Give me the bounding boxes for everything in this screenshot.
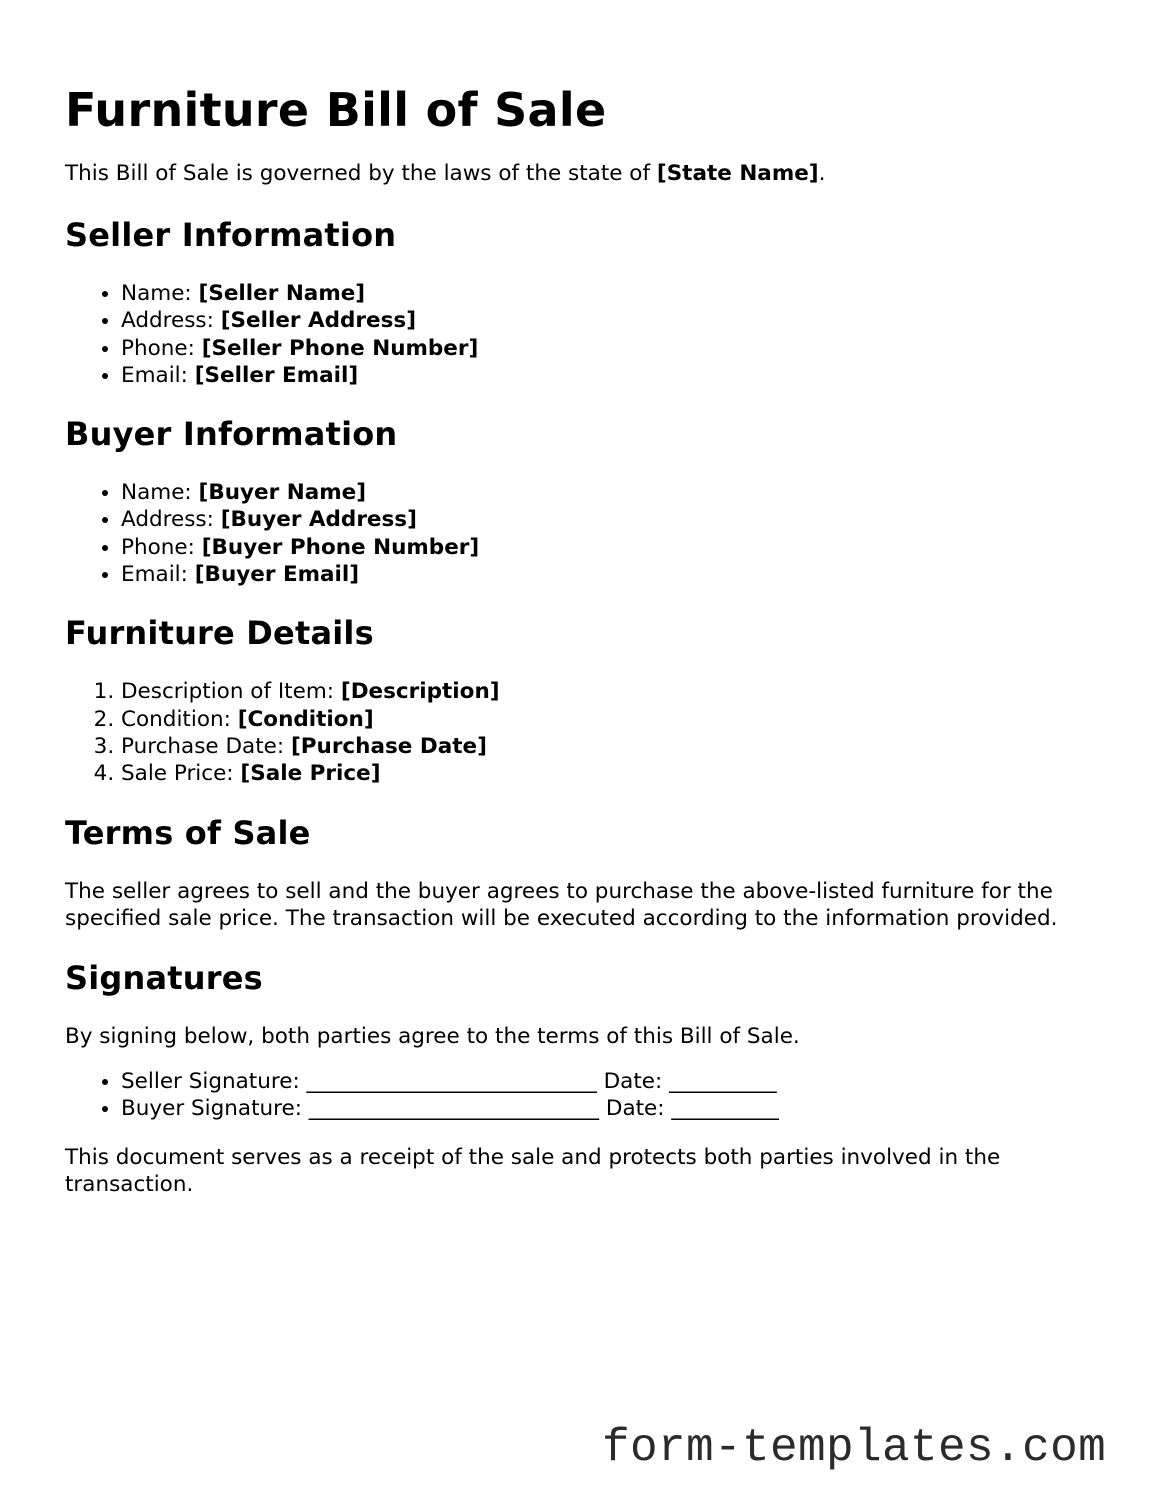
intro-paragraph: [65, 160, 1105, 187]
document-page: [65, 84, 1105, 1198]
item-value: [Sale Price]: [240, 761, 381, 787]
page-title: Furniture Bill of Sale: [65, 83, 607, 137]
list-item: [121, 280, 1105, 307]
list-item: [121, 307, 1105, 334]
item-label: Email:: [121, 562, 195, 588]
item-value: [Seller Email]: [194, 362, 359, 388]
intro-text: This Bill of Sale is governed by the laws of the state of: [65, 161, 657, 186]
item-label: Description of Item:: [121, 679, 341, 705]
item-label: Phone:: [121, 335, 202, 361]
furniture-list: [65, 678, 1105, 787]
list-item: [121, 362, 1105, 389]
item-label: Sale Price:: [121, 761, 241, 787]
item-label: Address:: [121, 308, 221, 334]
list-item: [121, 479, 1105, 506]
list-item: [121, 506, 1105, 533]
list-item: [121, 561, 1105, 588]
item-label: Name:: [121, 281, 199, 306]
list-item: [121, 678, 1105, 705]
list-item: [121, 706, 1105, 733]
item-value: [Buyer Email]: [194, 562, 360, 588]
list-item: [121, 760, 1105, 787]
seller-signature-line: • Seller Signature: ___________________________ Date: __________: [121, 1068, 1105, 1095]
item-label: Name:: [121, 480, 199, 506]
item-value: [Buyer Address]: [220, 507, 417, 533]
item-value: [Seller Address]: [220, 308, 417, 334]
item-value: [Buyer Phone Number]: [201, 534, 480, 560]
list-item: [121, 335, 1105, 362]
terms-paragraph: The seller agrees to sell and the buyer agrees to purchase the above-listed furniture for the specified sale price. The transaction will be executed according to the information provided.: [65, 878, 1058, 931]
item-value: [Description]: [340, 679, 500, 705]
item-label: Address:: [121, 507, 221, 533]
item-value: [Condition]: [237, 706, 374, 732]
signature-list: [65, 1068, 1105, 1123]
signatures-heading: Signatures: [65, 958, 263, 997]
seller-list: [65, 280, 1105, 389]
item-value: [Seller Name]: [198, 281, 366, 306]
seller-heading: Seller Information: [65, 216, 397, 254]
list-item: [121, 534, 1105, 561]
terms-heading: Terms of Sale: [65, 813, 311, 852]
state-name-placeholder: [State Name]: [656, 161, 819, 186]
item-value: [Seller Phone Number]: [201, 335, 479, 361]
item-value: [Buyer Name]: [198, 480, 367, 506]
buyer-list: [65, 479, 1105, 588]
item-label: Phone:: [121, 534, 202, 560]
item-value: [Purchase Date]: [290, 733, 487, 759]
intro-suffix: .: [818, 161, 826, 186]
closing-paragraph: This document serves as a receipt of the sale and protects both parties involved in the transaction.: [65, 1145, 1001, 1198]
watermark-text: form-templates.com: [602, 1422, 1107, 1474]
item-label: Purchase Date:: [121, 733, 291, 759]
buyer-heading: Buyer Information: [65, 415, 398, 454]
item-label: Condition:: [121, 706, 238, 732]
buyer-signature-line: • Buyer Signature: ___________________________ Date: __________: [121, 1095, 1105, 1122]
signatures-intro: By signing below, both parties agree to the terms of this Bill of Sale.: [65, 1023, 800, 1049]
item-label: Email:: [121, 362, 195, 388]
furniture-heading: Furniture Details: [65, 614, 374, 653]
list-item: [121, 733, 1105, 760]
